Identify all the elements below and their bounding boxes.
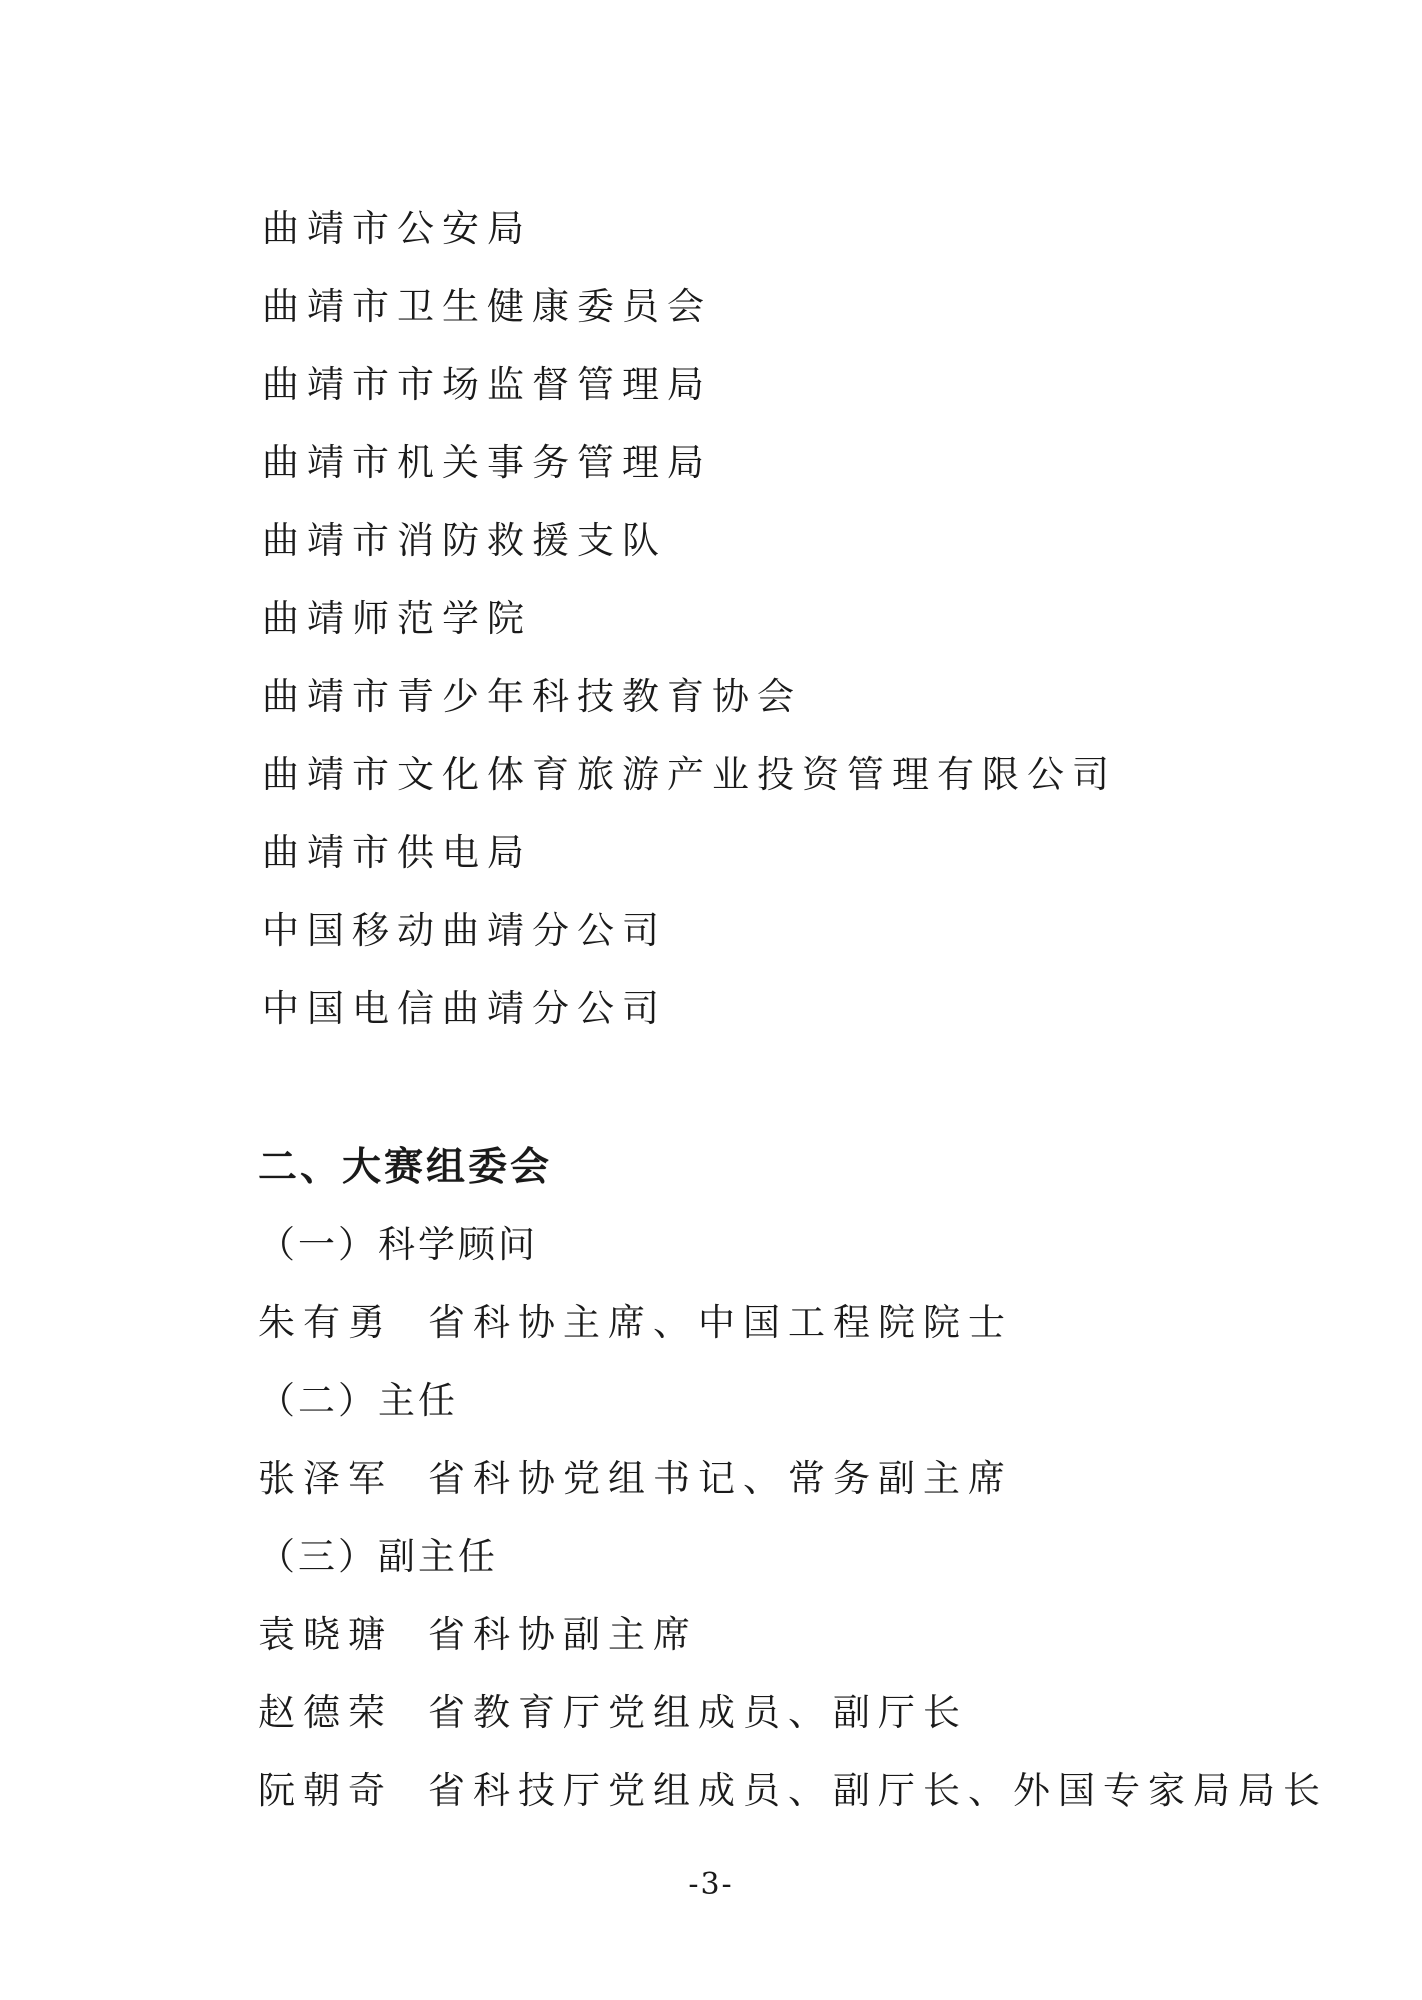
org-item: 曲靖市卫生健康委员会 — [262, 285, 712, 328]
subsection-label: （二）主任 — [258, 1379, 458, 1422]
page-number: -3- — [688, 1867, 734, 1902]
org-item: 曲靖市市场监督管理局 — [262, 363, 712, 406]
section-heading: 二、大赛组委会 — [258, 1145, 553, 1190]
member-name: 袁晓瑭 — [258, 1613, 393, 1656]
member-row — [258, 1613, 698, 1656]
member-name: 赵德荣 — [258, 1691, 393, 1734]
member-name: 朱有勇 — [258, 1301, 393, 1344]
member-title: 省科协党组书记、常务副主席 — [428, 1457, 1013, 1500]
org-item: 曲靖市青少年科技教育协会 — [262, 675, 802, 718]
member-row — [258, 1301, 1013, 1344]
member-title: 省科协主席、中国工程院院士 — [428, 1301, 1013, 1344]
member-name: 阮朝奇 — [258, 1769, 393, 1812]
org-item: 曲靖师范学院 — [262, 597, 532, 640]
org-item: 中国移动曲靖分公司 — [262, 909, 667, 952]
member-title: 省教育厅党组成员、副厅长 — [428, 1691, 968, 1734]
org-item: 中国电信曲靖分公司 — [262, 987, 667, 1030]
org-item: 曲靖市文化体育旅游产业投资管理有限公司 — [262, 753, 1117, 796]
org-item: 曲靖市消防救援支队 — [262, 519, 667, 562]
subsection-label: （一）科学顾问 — [258, 1223, 538, 1266]
member-row — [258, 1691, 968, 1734]
org-item: 曲靖市供电局 — [262, 831, 532, 874]
subsection-label: （三）副主任 — [258, 1535, 498, 1578]
member-row — [258, 1457, 1013, 1500]
org-item: 曲靖市公安局 — [262, 207, 532, 250]
member-title: 省科协副主席 — [428, 1613, 698, 1656]
org-item: 曲靖市机关事务管理局 — [262, 441, 712, 484]
member-name: 张泽军 — [258, 1457, 393, 1500]
member-title: 省科技厅党组成员、副厅长、外国专家局局长 — [428, 1769, 1328, 1812]
member-row — [258, 1769, 1328, 1812]
